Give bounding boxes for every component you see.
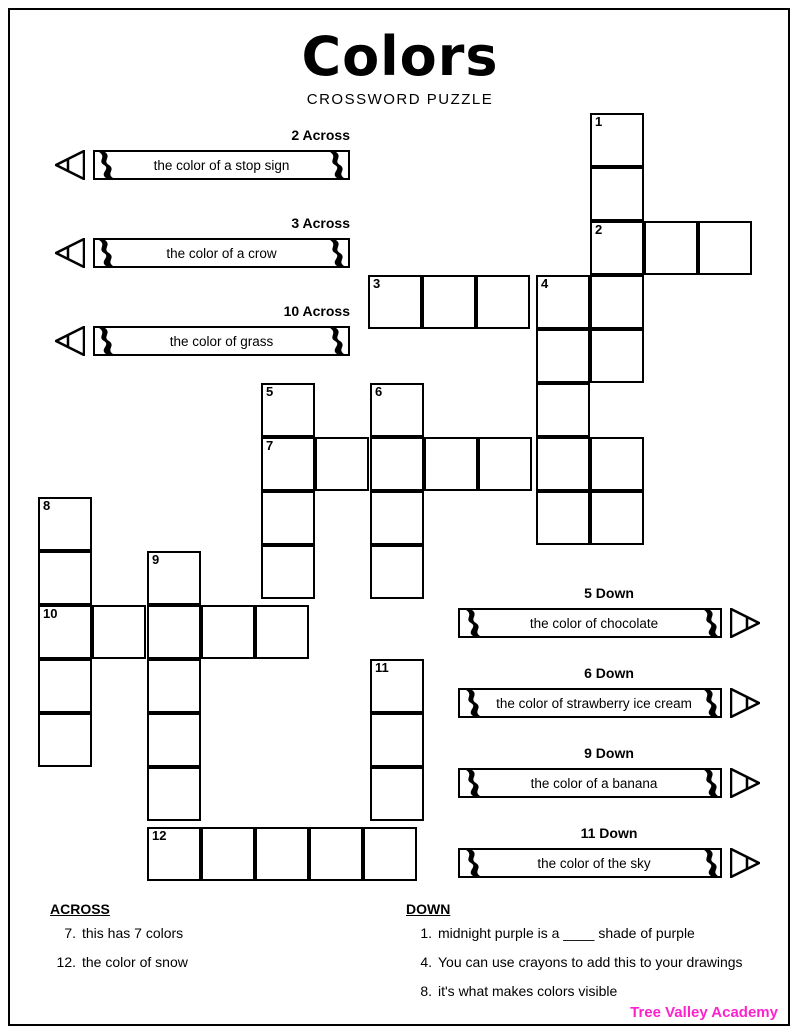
down-heading: DOWN xyxy=(406,901,451,917)
grid-cell-number: 7 xyxy=(266,438,274,453)
grid-cell-number: 1 xyxy=(595,114,603,129)
across-item-1-text: this has 7 colors xyxy=(82,925,184,941)
across-item-1-number: 7. xyxy=(64,925,76,941)
crayon-icon xyxy=(458,844,760,882)
across-item-2-number: 12. xyxy=(56,954,76,970)
across-item-1 xyxy=(50,925,183,941)
grid-cell[interactable] xyxy=(478,437,532,491)
grid-cell[interactable] xyxy=(147,659,201,713)
crayon-stripe-icon xyxy=(462,610,484,636)
grid-cell-number: 2 xyxy=(595,222,603,237)
down-item-1-number: 1. xyxy=(420,925,432,941)
grid-cell-number: 3 xyxy=(373,276,381,291)
crayon-clue-text: the color of strawberry ice cream xyxy=(496,695,692,711)
grid-cell[interactable] xyxy=(261,383,315,437)
grid-cell[interactable] xyxy=(370,545,424,599)
grid-cell[interactable] xyxy=(315,437,369,491)
crayon-tip-icon xyxy=(730,608,760,638)
crayon-stripe-icon xyxy=(326,152,348,178)
grid-cell[interactable] xyxy=(536,383,590,437)
crayon-clue xyxy=(458,825,760,882)
crayon-clue xyxy=(55,215,350,272)
down-item-2-number: 4. xyxy=(420,954,432,970)
crayon-icon xyxy=(458,684,760,722)
down-item-1-text: midnight purple is a ____ shade of purple xyxy=(438,925,695,941)
grid-cell-number: 4 xyxy=(541,276,549,291)
grid-cell[interactable] xyxy=(590,221,644,275)
grid-cell[interactable] xyxy=(255,827,309,881)
grid-cell[interactable] xyxy=(147,827,201,881)
grid-cell[interactable] xyxy=(370,437,424,491)
grid-cell[interactable] xyxy=(590,275,644,329)
crayon-stripe-icon xyxy=(326,328,348,354)
brand-watermark: Tree Valley Academy xyxy=(630,1004,778,1021)
crayon-clue xyxy=(55,127,350,184)
crayon-clue-heading: 5 Down xyxy=(584,585,634,601)
grid-cell[interactable] xyxy=(698,221,752,275)
crayon-clue-heading: 11 Down xyxy=(580,825,638,841)
crayon-clue-text: the color of the sky xyxy=(537,855,651,871)
grid-cell[interactable] xyxy=(590,167,644,221)
crayon-icon xyxy=(458,604,760,642)
grid-cell[interactable] xyxy=(92,605,146,659)
down-item-3-text: it's what makes colors visible xyxy=(438,983,618,999)
crayon-stripe-icon xyxy=(700,850,722,876)
across-heading: ACROSS xyxy=(50,901,110,917)
crayon-clue-text: the color of grass xyxy=(169,333,274,349)
grid-cell[interactable] xyxy=(370,491,424,545)
crayon-stripe-icon xyxy=(95,240,117,266)
crayon-clue-text: the color of chocolate xyxy=(529,615,659,631)
down-item-2-text: You can use crayons to add this to your drawings xyxy=(438,954,743,970)
grid-cell[interactable] xyxy=(590,491,644,545)
crayon-clue xyxy=(55,303,350,360)
grid-cell[interactable] xyxy=(536,329,590,383)
grid-cell[interactable] xyxy=(309,827,363,881)
grid-cell[interactable] xyxy=(368,275,422,329)
crayon-stripe-icon xyxy=(462,770,484,796)
crayon-stripe-icon xyxy=(700,770,722,796)
down-item-2 xyxy=(406,954,743,970)
grid-cell[interactable] xyxy=(261,437,315,491)
grid-cell[interactable] xyxy=(261,491,315,545)
grid-cell[interactable] xyxy=(147,605,201,659)
crayon-clue xyxy=(458,665,760,722)
crayon-stripe-icon xyxy=(462,850,484,876)
grid-cell[interactable] xyxy=(261,545,315,599)
grid-cell[interactable] xyxy=(38,713,92,767)
grid-cell[interactable] xyxy=(363,827,417,881)
crayon-clue-heading: 2 Across xyxy=(291,127,350,143)
crayon-stripe-icon xyxy=(700,690,722,716)
grid-cell-number: 12 xyxy=(152,828,167,843)
grid-cell[interactable] xyxy=(255,605,309,659)
crayon-clue-text: the color of a banana xyxy=(530,775,658,791)
grid-cell[interactable] xyxy=(38,659,92,713)
grid-cell[interactable] xyxy=(147,767,201,821)
grid-cell[interactable] xyxy=(370,713,424,767)
crayon-tip-icon xyxy=(55,238,85,268)
across-item-2 xyxy=(50,954,188,970)
grid-cell[interactable] xyxy=(536,491,590,545)
crayon-stripe-icon xyxy=(326,240,348,266)
crayon-icon xyxy=(55,234,350,272)
crayon-clue xyxy=(458,745,760,802)
crayon-icon xyxy=(458,764,760,802)
crayon-clue-text: the color of a stop sign xyxy=(153,157,290,173)
crayon-tip-icon xyxy=(55,150,85,180)
grid-cell-number: 8 xyxy=(43,498,51,513)
page-title: Colors xyxy=(301,25,499,88)
grid-cell-number: 6 xyxy=(375,384,383,399)
crayon-clue xyxy=(458,585,760,642)
page-subtitle: CROSSWORD PUZZLE xyxy=(306,91,494,108)
crayon-clue-heading: 10 Across xyxy=(283,303,350,319)
grid-cell[interactable] xyxy=(38,605,92,659)
grid-cell[interactable] xyxy=(590,329,644,383)
grid-cell[interactable] xyxy=(590,437,644,491)
down-item-3-number: 8. xyxy=(420,983,432,999)
crayon-clue-text: the color of a crow xyxy=(166,245,277,261)
crayon-stripe-icon xyxy=(95,328,117,354)
grid-cell[interactable] xyxy=(644,221,698,275)
crayon-tip-icon xyxy=(730,848,760,878)
crayon-stripe-icon xyxy=(95,152,117,178)
crayon-clue-heading: 9 Down xyxy=(584,745,634,761)
crayon-tip-icon xyxy=(730,768,760,798)
grid-cell[interactable] xyxy=(201,827,255,881)
crayon-stripe-icon xyxy=(462,690,484,716)
grid-cell-number: 10 xyxy=(43,606,58,621)
grid-cell[interactable] xyxy=(38,497,92,551)
grid-cell[interactable] xyxy=(370,767,424,821)
grid-cell[interactable] xyxy=(370,659,424,713)
grid-cell[interactable] xyxy=(590,113,644,167)
crayon-icon xyxy=(55,322,350,360)
grid-cell[interactable] xyxy=(201,605,255,659)
grid-cell-number: 5 xyxy=(266,384,274,399)
crayon-clue-heading: 6 Down xyxy=(584,665,634,681)
grid-cell[interactable] xyxy=(422,275,476,329)
crayon-tip-icon xyxy=(55,326,85,356)
grid-cell[interactable] xyxy=(424,437,478,491)
grid-cell[interactable] xyxy=(370,383,424,437)
grid-cell-number: 11 xyxy=(375,660,389,675)
crayon-stripe-icon xyxy=(700,610,722,636)
grid-cell[interactable] xyxy=(476,275,530,329)
grid-cell-number: 9 xyxy=(152,552,160,567)
grid-cell[interactable] xyxy=(147,713,201,767)
grid-cell[interactable] xyxy=(536,437,590,491)
grid-cell[interactable] xyxy=(536,275,590,329)
down-item-1 xyxy=(406,925,695,941)
across-item-2-text: the color of snow xyxy=(82,954,188,970)
grid-cell[interactable] xyxy=(38,551,92,605)
crayon-clue-heading: 3 Across xyxy=(291,215,350,231)
grid-cell[interactable] xyxy=(147,551,201,605)
crayon-tip-icon xyxy=(730,688,760,718)
crayon-icon xyxy=(55,146,350,184)
down-item-3 xyxy=(406,983,617,999)
